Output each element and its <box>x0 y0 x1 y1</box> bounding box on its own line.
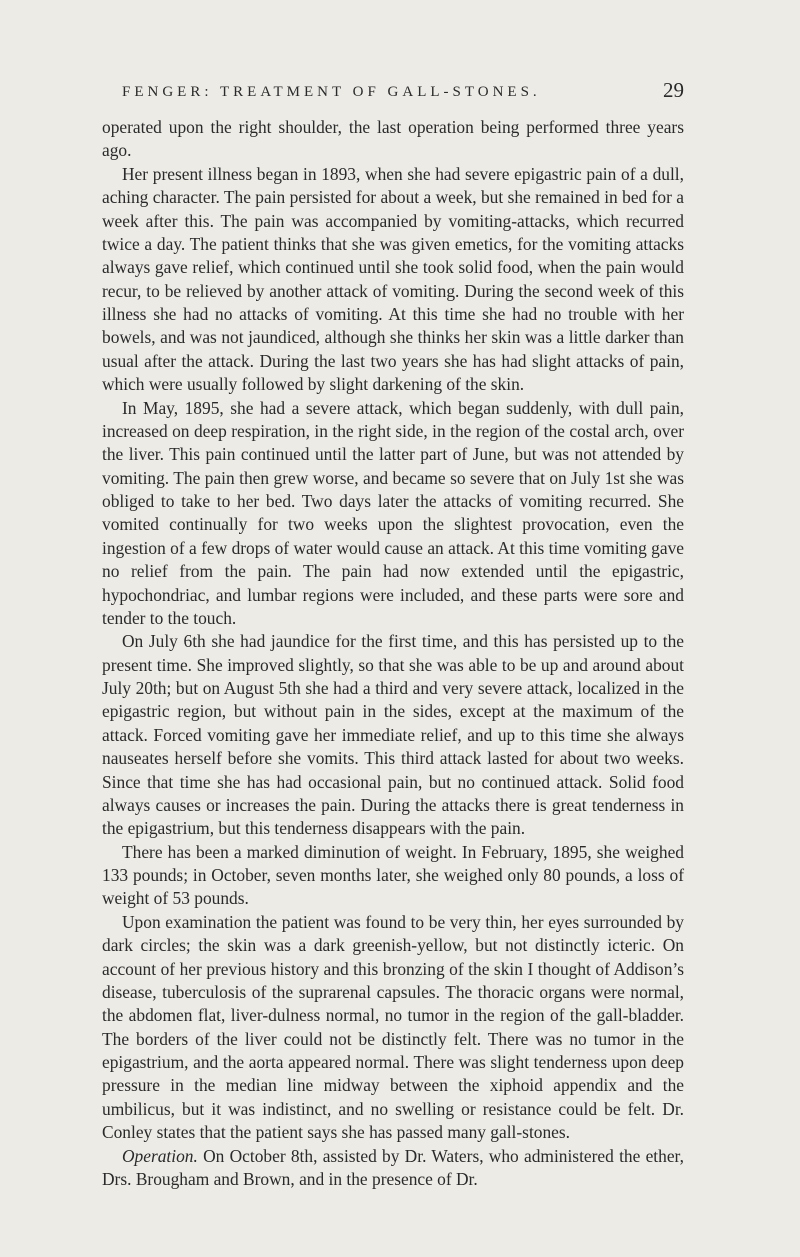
operation-label: Operation. <box>122 1145 198 1166</box>
running-head <box>102 80 684 104</box>
page-number: 29 <box>663 78 684 102</box>
paragraph-examination: Upon examination the patient was found to be very thin, her eyes surrounded by dark circles; the skin was a dark greenish-yellow, but not distinctly icteric. On account of her previous history and this bronzing of the skin I thought of Addison’s disease, tuberculosis of the suprarenal capsules. The thoracic organs were normal, the abdomen flat, liver-dulness normal, no tumor in the region of the gall-bladder. The borders of the liver could not be distinctly felt. There was no tumor in the epigastrium, and the aorta appeared normal. There was slight tenderness upon deep pressure in the median line midway between the xiphoid appendix and the umbilicus, but it was indistinct, and no swelling or resistance could be felt. Dr. Conley states that the patient says she has passed many gall-stones. <box>102 911 684 1143</box>
running-head-title: FENGER: TREATMENT OF GALL-STONES. <box>122 84 541 100</box>
paragraph-weight-loss: There has been a marked diminution of weight. In February, 1895, she weighed 133 pounds; in October, seven months later, she weighed only 80 pounds, a loss of weight of 53 pounds. <box>102 841 684 909</box>
body-text <box>102 116 684 1191</box>
paragraph-operation <box>102 1145 684 1192</box>
paragraph-continued: operated upon the right shoulder, the last operation being performed three years ago. <box>102 117 684 161</box>
paragraph-july-jaundice: On July 6th she had jaundice for the first time, and this has persisted up to the present time. She improved slightly, so that she was able to be up and around about July 20th; but on August 5th she had a third and very severe attack, localized in the epigastric region, but without pain in the sides, except at the maximum of the attack. Forced vomiting gave her immediate relief, and up to this time she always nauseates herself before she vomits. This third attack lasted for about two weeks. Since that time she has had occasional pain, but no continued attack. Solid food always causes or increases the pain. During the attacks there is great tenderness in the epigastrium, but this tenderness disappears with the pain. <box>102 631 684 839</box>
operation-text: On October 8th, assisted by Dr. Waters, who administered the ether, Drs. Brougham and Brown, and in the presence of Dr. <box>102 1145 684 1189</box>
paragraph-may-attack: In May, 1895, she had a severe attack, which began suddenly, with dull pain, increased on deep respiration, in the right side, in the region of the costal arch, over the liver. This pain continued until the latter part of June, but was not attended by vomiting. The pain then grew worse, and became so severe that on July 1st she was obliged to take to her bed. Two days later the attacks of vomiting recurred. She vomited continually for two weeks upon the slightest provocation, even the ingestion of a few drops of water would cause an attack. At this time vomiting gave no relief from the pain. The pain had now extended until the epigastric, hypochondriac, and lumbar regions were included, and these parts were sore and tender to the touch. <box>102 397 684 628</box>
paragraph-present-illness: Her present illness began in 1893, when she had severe epigastric pain of a dull, aching character. The pain persisted for about a week, but she remained in bed for a week after this. The pain was accompanied by vomiting-attacks, which recurred twice a day. The patient thinks that she was given emetics, for the vomiting attacks always gave relief, which continued until she took solid food, when the pain would recur, to be relieved by another attack of vomiting. During the second week of this illness she had no attacks of vomiting. At this time she had no trouble with her bowels, and was not jaundiced, although she thinks her skin was a little darker than usual after the attack. During the last two years she has had slight attacks of pain, which were usually followed by slight darkening of the skin. <box>102 163 684 395</box>
